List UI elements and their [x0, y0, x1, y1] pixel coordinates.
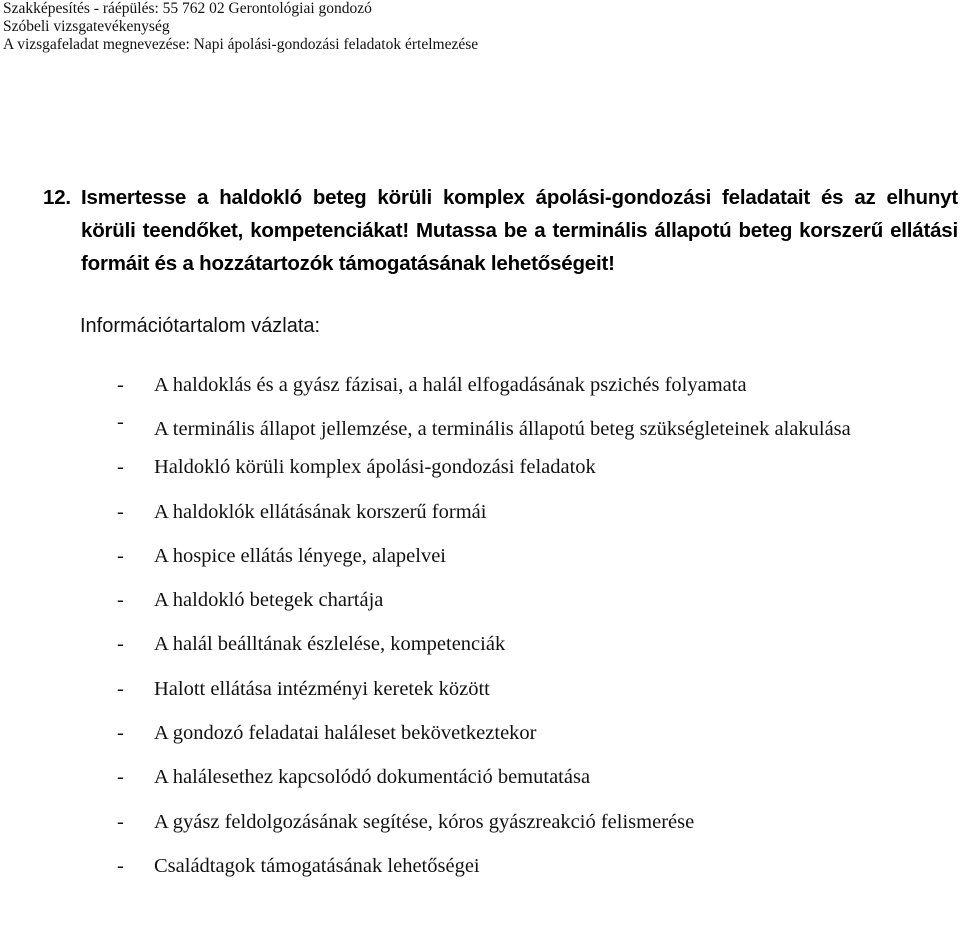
list-dash: - — [117, 810, 124, 833]
list-item-text: A terminális állapot jellemzése, a terminális állapotú beteg szükségleteinek alakulása — [154, 418, 851, 441]
list-item-text: A hospice ellátás lényege, alapelvei — [154, 544, 447, 567]
document-header — [3, 0, 478, 54]
list-item — [117, 629, 957, 673]
header-task-name: A vizsgafeladat megnevezése: Napi ápolási-gondozási feladatok értelmezése — [3, 36, 479, 53]
exam-question — [43, 181, 958, 280]
list-dash: - — [117, 677, 124, 700]
list-item — [117, 807, 957, 851]
header-qualification: Szakképesítés - ráépülés: 55 762 02 Gerontológiai gondozó — [3, 0, 372, 17]
list-dash: - — [117, 456, 124, 479]
list-item-text: A haldoklás és a gyász fázisai, a halál elfogadásának pszichés folyamata — [154, 374, 747, 396]
list-item — [117, 718, 957, 762]
question-number: 12. — [43, 186, 71, 209]
list-item-text: A halál beálltának észlelése, kompetenciák — [154, 633, 506, 656]
list-item-text: Családtagok támogatásának lehetőségei — [154, 854, 480, 877]
list-dash: - — [117, 854, 124, 877]
list-item-text: A gondozó feladatai haláleset bekövetkeztekor — [154, 722, 537, 745]
list-item-text: Haldokló körüli komplex ápolási-gondozási feladatok — [154, 456, 596, 479]
header-exam-activity: Szóbeli vizsgatevékenység — [3, 18, 170, 35]
list-item — [117, 407, 957, 451]
list-dash: - — [117, 411, 124, 434]
list-item-text: A halálesethez kapcsolódó dokumentáció bemutatása — [154, 766, 591, 789]
list-item-text: A haldoklók ellátásának korszerű formái — [154, 500, 487, 523]
list-dash: - — [117, 544, 124, 567]
list-dash: - — [117, 500, 124, 523]
list-item — [117, 541, 957, 585]
list-item — [117, 497, 957, 541]
list-item-text: Halott ellátása intézményi keretek között — [154, 677, 490, 700]
list-item — [117, 452, 957, 496]
list-dash: - — [117, 722, 124, 745]
list-item — [117, 851, 957, 895]
list-item-text: A haldokló betegek chartája — [154, 589, 384, 612]
list-item — [117, 674, 957, 718]
list-dash: - — [117, 589, 124, 612]
outline-list — [117, 370, 957, 895]
list-dash: - — [117, 374, 124, 396]
list-item — [117, 762, 957, 806]
list-dash: - — [117, 766, 124, 789]
list-item — [117, 585, 957, 629]
list-item-text: A gyász feldolgozásának segítése, kóros gyászreakció felismerése — [154, 810, 695, 833]
list-dash: - — [117, 633, 124, 656]
question-text: Ismertesse a haldokló beteg körüli komplex ápolási-gondozási feladatait és az elhunyt körüli teendőket, kompetenciákat! Mutassa be a terminális állapotú beteg korszerű ellátási formáit és a hozzátartozók támogatásának lehetőségeit! — [81, 186, 958, 275]
content-outline-title: Információtartalom vázlata: — [80, 315, 321, 337]
